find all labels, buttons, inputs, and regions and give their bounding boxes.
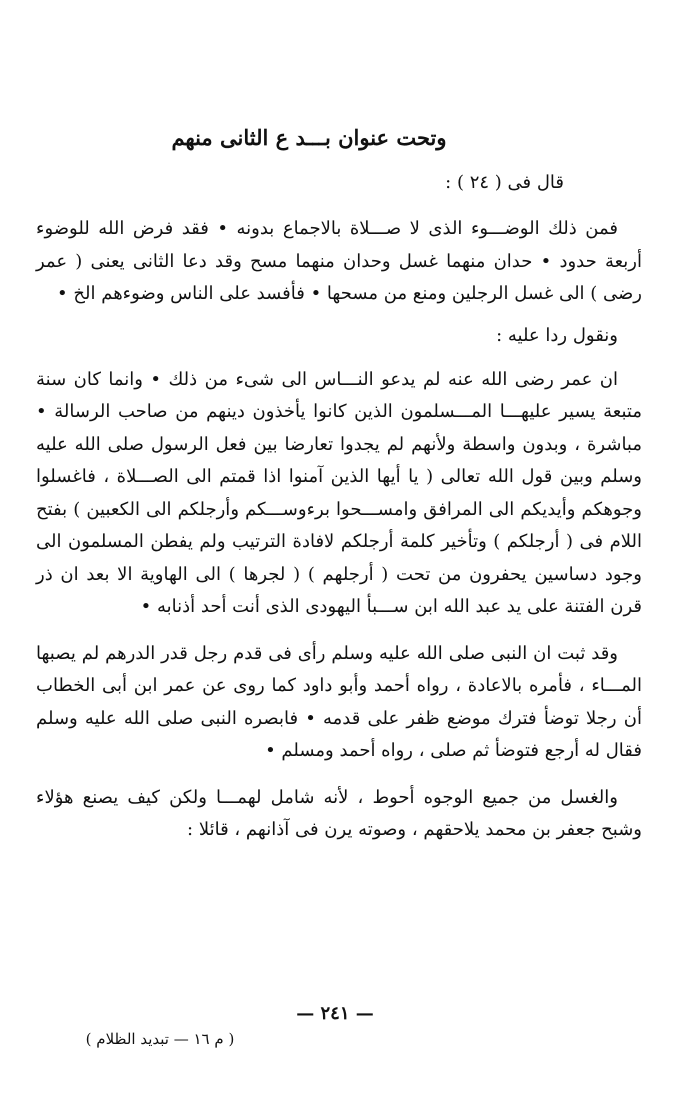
paragraph-hadith: وقد ثبت ان النبى صلى الله عليه وسلم رأى فى قدم رجل قدر الدرهم لم يصبها المـــاء ، فأمره بالاعادة ، رواه أحمد وأبو داود كما روى عن عمر ابن أبى الخطاب أن رجلا توضأ فترك موضع ظفر على قدمه • فابصره النبى صلى الله عليه وسلم فقال له أرجع فتوضأ ثم صلى ، رواه أحمد ومسلم • bbox=[36, 642, 642, 761]
page-body bbox=[36, 125, 642, 861]
section-heading: وتحت عنوان بـــد ع الثانى منهم bbox=[171, 125, 447, 150]
reply-label: ونقول ردا عليه : bbox=[496, 324, 618, 346]
paragraph-quote: فمن ذلك الوضـــوء الذى لا صـــلاة بالاجماع بدونه • فقد فرض الله للوضوء أربعة حدود • حدان منهما غسل وحدان منهما مسح وقد دعا الثانى يعنى ( عمر رضى ) الى غسل الرجلين ومنع من مسحها • فأفسد على الناس وضوءهم الخ • bbox=[36, 218, 642, 304]
paragraph-conclusion: والغسل من جميع الوجوه أحوط ، لأنه شامل لهمـــا ولكن كيف يصنع هؤلاء وشبح جعفر بن محمد يلاحقهم ، وصوته يرن فى آذانهم ، قائلا : bbox=[36, 786, 642, 840]
quote-label: قال فى ( ٢٤ ) : bbox=[445, 172, 564, 193]
page-number: — ٢٤١ — bbox=[296, 1003, 374, 1024]
footer-note: ( م ١٦ — تبديد الظلام ) bbox=[85, 1030, 235, 1048]
paragraph-reply: ان عمر رضى الله عنه لم يدعو النـــاس الى شىء من ذلك • وانما كان سنة متبعة يسير عليهـــا المـــسلمون الذين كانوا يأخذون دينهم من صاحب الرسالة • مباشرة ، وبدون واسطة ولأنهم لم يجدوا تعارضا بين فعل الرسول صلى الله عليه وسلم وبين قول الله تعالى ( يا أيها الذين آمنوا اذا قمتم الى الصـــلاة ، فاغسلوا وجوهكم وأيديكم الى المرافق وامســـحوا برءوســـكم وأرجلكم الى الكعبين ) بفتح اللام فى ( أرجلكم ) وتأخير كلمة أرجلكم لافادة الترتيب ولم يفطن المسلمون الى وجود دساسين يحفرون من تحت ( أرجلهم ) ( لجرها ) الى الهاوية الا بعد ان ذر قرن الفتنة على يد عبد الله ابن ســـبأ اليهودى الذى أنت أحد أذنابه • bbox=[36, 368, 642, 617]
